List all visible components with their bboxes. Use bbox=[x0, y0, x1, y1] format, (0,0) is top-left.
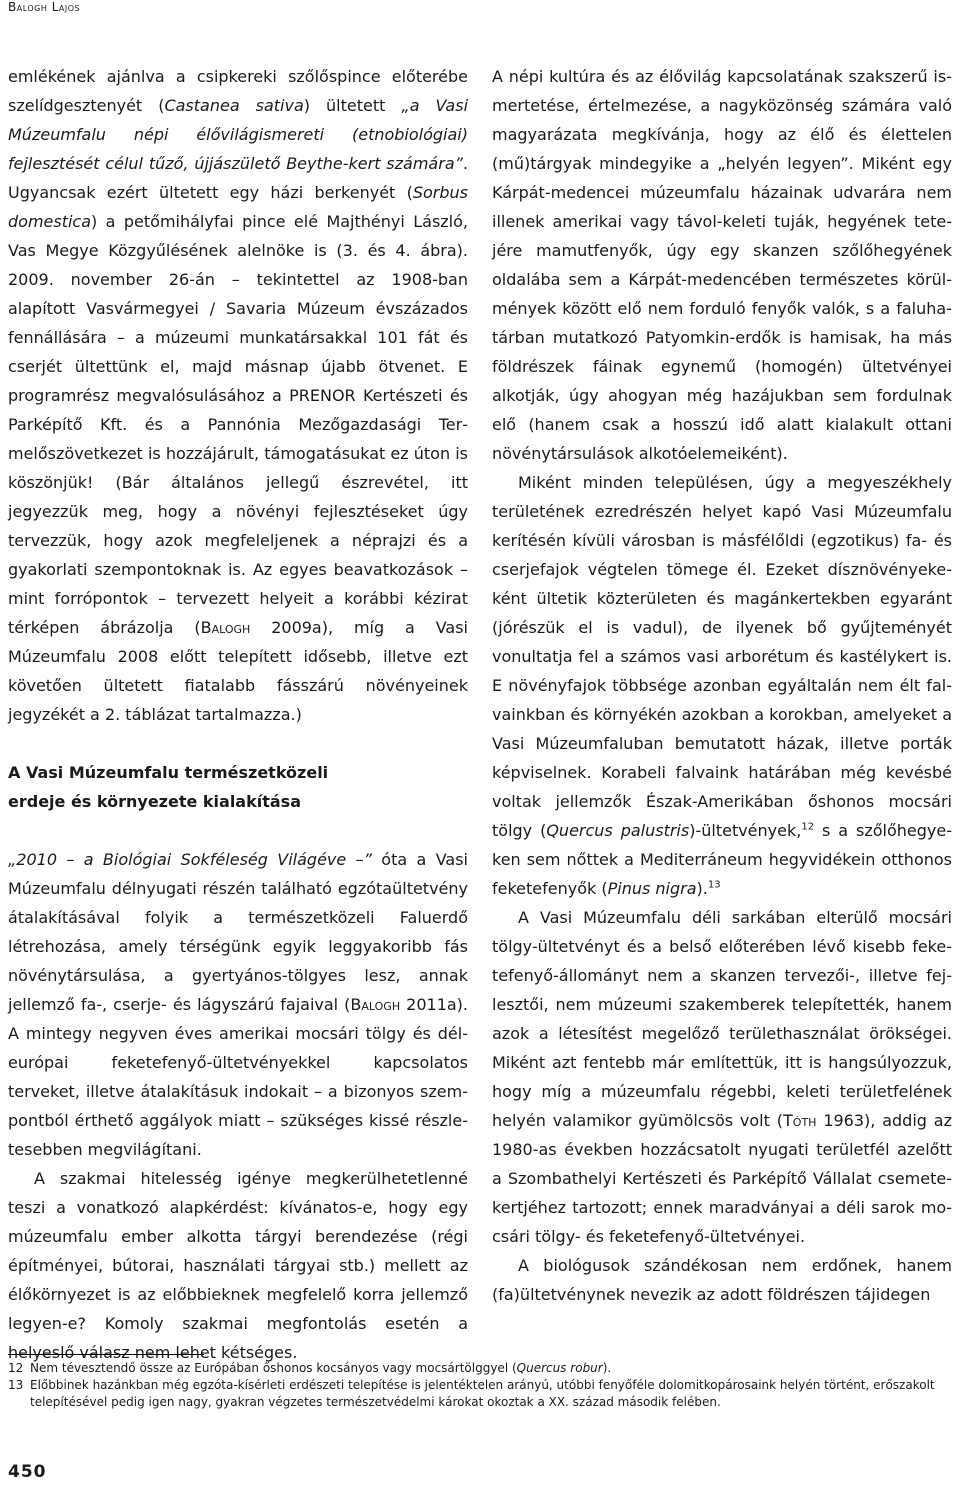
paragraph: A biológusok szándékosan nem erdőnek, hanem (fa)ültetvénynek nevezik az adott földrészen tájidegen bbox=[492, 1256, 952, 1304]
footnote: 12 Nem tévesztendő össze az Európában őshonos kocsányos vagy mocsártölggyel (Quercus robur). bbox=[8, 1361, 612, 1375]
paragraph: A Vasi Múzeumfalu déli sarkában elterülő mocsári tölgy-ültetvényt és a belső előterében lévő kisebb feketefenyő-állományt nem a skanzen tervezői-, illetve fejlesztői, nem múzeumi szakemberek telepítették, hanem azok a létesítést megelőző területhasználat örökségei. Miként azt fentebb már említettük, itt is hangsúlyozzuk, hogy míg a múzeumfalu régebbi, keleti területfelének helyén valamikor gyümölcsös volt (Tóth 1963), addig az 1980-as években hozzácsatolt nyugati területfél azelőtt a Szombathelyi Kertészeti és Parképítő Vállalat csemetekertjéhez tartozott; ennek maradványai a déli sarok mocsári tölgy- és feketefenyő-ültetvényei. bbox=[492, 908, 953, 1246]
running-head: Balogh Lajos bbox=[8, 0, 81, 14]
footnote: 13 Előbbinek hazánkban még egzóta-kísérleti erdészeti telepítése is jelentéktelen arányú, utóbbi fenyőféle dolomitkopárosaink helyén történt, erőszakolt telepítésével pedig igen nagy, gyakran végzetes természetvédelmi károkat okoztak a XX. század második felében. bbox=[8, 1378, 935, 1409]
footnote-rule bbox=[8, 1354, 204, 1355]
paragraph: A népi kultúra és az élővilág kapcsolatának szakszerű ismertetése, értelmezése, a nagyközönség számára való magyarázata megkívánja, hogy az élő és élettelen (mű)tárgyak mindegyike a „helyén legyen”. Miként egy Kárpát-medencei múzeumfalu házainak udvarára nem illenek amerikai vagy távol-keleti tuják, hegyének tetejére mamutfenyők, úgy egy skanzen szőlőhegyének oldalába sem a Kárpát-medencében természetes körülmények között elő nem forduló fenyők valók, s a faluhatárban mutatkozó Patyomkin-erdők is hamisak, ha más földrészek fáinak egynemű (homogén) ültetvényei alkotják, úgy ahogyan még hazájukban sem fordulnak elő (hanem csak a hosszú idő alatt kialakult ottani növénytársulások alkotóelemeiként). bbox=[492, 67, 952, 463]
paragraph: „2010 – a Biológiai Sokféleség Világéve –” óta a Vasi Múzeumfalu délnyugati részén található egzótaültetvény átalakításával folyik a természetközeli Faluerdő létrehozása, amely térségünk egyik leggyakoribb fás növénytársulása, a gyertyános-tölgyes lesz, annak jellemző fa-, cserje- és lágyszárú fajaival (Balogh 2011a). A mintegy negyven éves amerikai mocsári tölgy és dél-európai feketefenyő-ültetvényekkel kapcsolatos terveket, illetve átalakításuk indokait – a bizonyos szempontból érthető aggályok miatt – szükséges kissé részletesebben megvilágítani. bbox=[8, 850, 469, 1159]
right-column bbox=[492, 62, 952, 1309]
paragraph: A szakmai hitelesség igénye megkerülhetetlenné teszi a vonatkozó alapkérdést: kívánatos-e, hogy egy múzeumfalu ember alkotta tárgyi berendezése (régi építményei, bútorai, használati tárgyai stb.) mellett az élőkörnyezet is az előbbieknek megfelelő korra jellemző legyen-e? Komoly szakmai megfontolás esetén a helyeslő válasz nem lehet kétséges. bbox=[8, 1169, 468, 1362]
page-number: 450 bbox=[8, 1462, 47, 1482]
paragraph: Miként minden településen, úgy a megyeszékhely területének ezredrészén helyet kapó Vasi Múzeumfalu kerítésén kívüli városban is másfélőldi (egzotikus) fa- és cserjefajok végtelen tömege él. Ezeket dísznövényekeként ültetik közterületen és magánkertekben egyaránt (jórészük el is vadul), de ilyenek bő gyűjteményét vonultatja fel a számos vasi arborétum és kastélykert is. E növényfajok többsége azonban egyáltalán nem élt falvainkban és környékén azokban a korokban, amelyeket a Vasi Múzeumfaluban bemutatott házak, illetve porták képviselnek. Korabeli falvaink határában még kevésbé voltak jellemzők Észak-Amerikában őshonos mocsári tölgy (Quercus palustris)-ültetvények,$^{12}$ s a szőlőhegyeken sem nőttek a Mediterráneum hegyvidékein otthonos feketefenyők (Pinus nigra).$^{13}$ bbox=[492, 473, 953, 898]
footnotes bbox=[8, 1360, 956, 1411]
left-column bbox=[8, 62, 468, 1367]
section-heading: A Vasi Múzeumfalu természetközeli erdeje és környezete kialakítása bbox=[8, 763, 329, 811]
footnote-ref: 12 bbox=[801, 821, 815, 833]
paragraph: emlékének ajánlva a csipkereki szőlőspince előterébe szelídgesztenyét (Castanea sativa) ültetett „a Vasi Múzeumfalu népi élővilágismereti (etnobiológiai) fejlesztését célul tűző, újjászülető Beythe-kert számára”. Ugyancsak ezért ültetett egy házi berkenyét (Sorbus domestica) a petőmihályfai pince elé Majthényi László, Vas Megye Közgyűlésének alelnöke is (3. és 4. ábra). 2009. november 26-án – tekintettel az 1908-ban alapított Vasvármegyei / Savaria Múzeum évszázados fennállására – a múzeumi munkatársakkal 101 fát és cserjét ültettünk el, majd másnap újabb ötvenet. E programrész megvalósulásához a PRENOR Kertészeti és Parképítő Kft. és a Pannónia Mezőgazdasági Termelőszövetkezet is hozzájárult, támogatásukat ez úton is köszönjük! (Bár általános jellegű észrevétel, itt jegyezzük meg, hogy a növényi fejlesztéseket úgy tervezzük, hogy azok megfeleljenek a néprajzi és a gyakorlati szempontoknak is. Az egyes beavatkozások – mint forrópontok – tervezett helyeit a korábbi kézirat térképen ábrázolja (Balogh 2009a), míg a Vasi Múzeumfalu 2008 előtt telepített idősebb, illetve ezt követően ültetett fiatalabb fásszárú növényeinek jegyzékét a 2. táblázat tartalmazza.) bbox=[8, 67, 469, 724]
footnote-ref: 13 bbox=[707, 879, 721, 891]
